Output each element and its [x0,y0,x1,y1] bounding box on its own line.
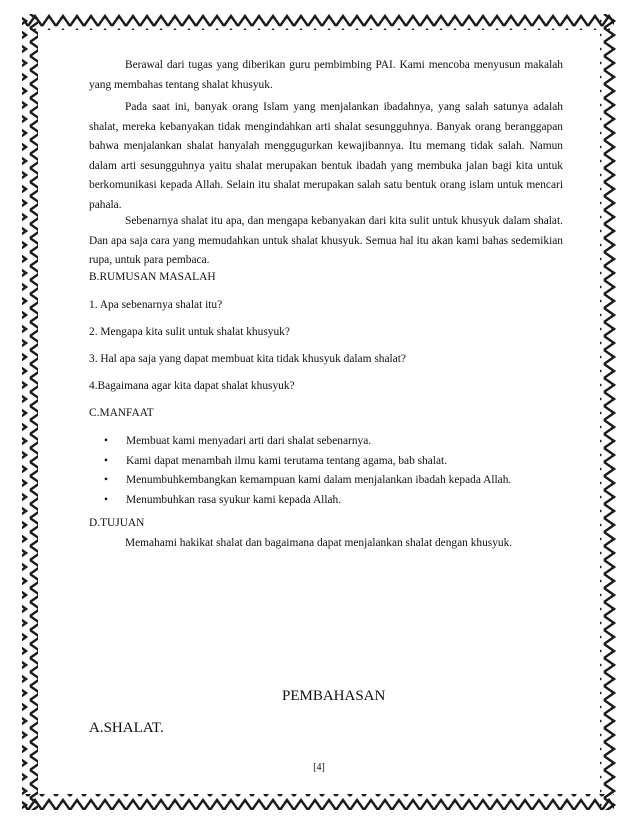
intro-paragraph-3: Sebenarnya shalat itu apa, dan mengapa kebanyakan dari kita sulit untuk khusyuk dalam shalat. Dan apa saja cara yang memudahkan untuk shalat khusyuk. Semua hal itu akan kami bahas sedemikian rupa, untuk para pembaca. [89,215,563,266]
bullet-icon: • [104,435,108,447]
list-item: • Menumbuhkan rasa syukur kami kepada Allah. [104,491,564,511]
tujuan-heading: D.TUJUAN [89,517,145,529]
rumusan-item-1: 1. Apa sebenarnya shalat itu? [89,299,223,311]
intro-paragraph-2: Pada saat ini, banyak orang Islam yang menjalankan ibadahnya, yang salah satunya adalah shalat, mereka kebanyakan tidak mengindahkan arti shalat sesungguhnya. Banyak orang beranggapan bahwa menjalankan shalat hanyalah menggugurkan kewajibannya. Itu memang tidak salah. Namun dalam arti sesungguhnya yaitu shalat merupakan bentuk ibadah yang membuka jalan bagi kita untuk berkomunikasi kepada Allah. Selain itu shalat merupakan salah satu bentuk orang islam untuk mencari pahala. [89,101,563,211]
rumusan-heading: B.RUMUSAN MASALAH [89,271,216,283]
list-item: • Membuat kami menyadari arti dari shalat sebenarnya. [104,432,564,452]
list-item: • Menumbuhkembangkan kemampuan kami dalam menjalankan ibadah kepada Allah. [104,471,564,491]
section-title-pembahasan: PEMBAHASAN [282,688,386,704]
bullet-icon: • [104,474,108,486]
rumusan-item-3: 3. Hal apa saja yang dapat membuat kita tidak khusyuk dalam shalat? [89,353,406,365]
tujuan-text: Memahami hakikat shalat dan bagaimana dapat menjalankan shalat dengan khusyuk. [125,537,513,549]
bullet-icon: • [104,454,108,467]
page-number: [4] [313,762,325,773]
list-item: • Kami dapat menambah ilmu kami terutama tentang agama, bab shalat. [104,452,564,472]
rumusan-item-2: 2. Mengapa kita sulit untuk shalat khusyuk? [89,326,290,338]
rumusan-item-4: 4.Bagaimana agar kita dapat shalat khusyuk? [89,380,295,392]
intro-paragraph-1: Berawal dari tugas yang diberikan guru pembimbing PAI. Kami mencoba menyusun makalah yang membahas tentang shalat khusyuk. [89,59,563,91]
manfaat-heading: C.MANFAAT [89,407,154,419]
bullet-icon: • [104,493,108,506]
manfaat-list [104,432,564,510]
shalat-heading: A.SHALAT. [89,720,164,736]
